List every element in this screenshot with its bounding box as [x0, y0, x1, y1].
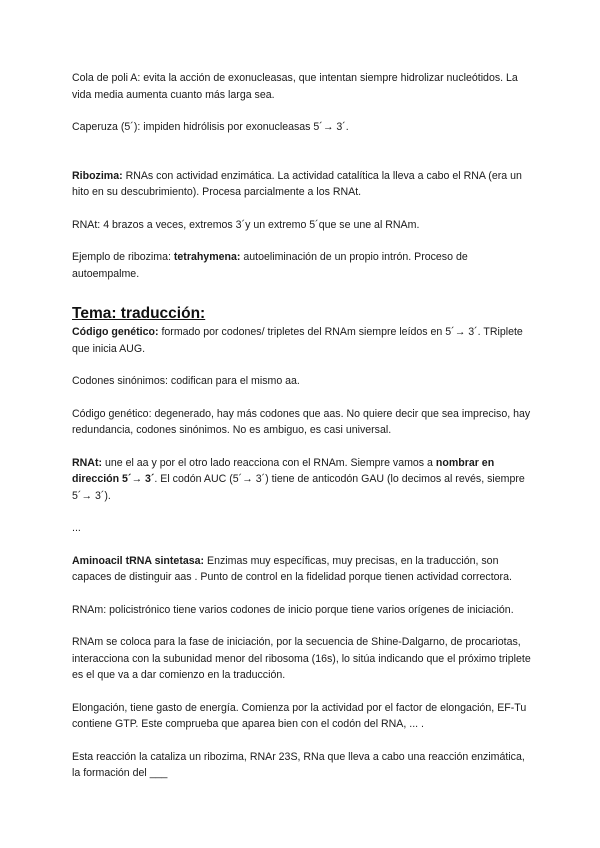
- paragraph-poly-a-tail: Cola de poli A: evita la acción de exonucleasas, que intentan siempre hidrolizar nucleótidos. La vida media aumenta cuanto más larga sea.: [72, 72, 518, 101]
- section-heading: Tema: traducción:: [72, 305, 206, 322]
- paragraph-genetic-code-text: formado por codones/ tripletes del RNAm siempre leídos en 5´→ 3´. TRiplete que inicia AUG.: [72, 326, 523, 355]
- paragraph-trna-direction-text-b: . El codón AUC (5´→ 3´) tiene de anticodón GAU (lo decimos al revés, siempre 5´→ 3´).: [72, 473, 525, 502]
- term-ribozima: Ribozima:: [72, 169, 123, 182]
- document-body: [72, 70, 532, 782]
- paragraph-ribozyme-reaction: Esta reacción la cataliza un ribozima, RNAr 23S, RNa que lleva a cabo una reacción enzimática, la formación del ___: [72, 750, 525, 779]
- paragraph-synonym-codons: Codones sinónimos: codifican para el mismo aa.: [72, 375, 300, 387]
- paragraph-ribozyme-example-text: autoeliminación de un propio intrón. Proceso de autoempalme.: [72, 251, 468, 280]
- paragraph-trna-direction: [72, 455, 532, 505]
- paragraph-trna-arms: RNAt: 4 brazos a veces, extremos 3´y un extremo 5´que se une al RNAm.: [72, 218, 420, 231]
- paragraph-aminoacyl-trna-text: Enzimas muy específicas, muy precisas, en la traducción, son capaces de distinguir aas . Punto de control en la fidelidad porque tienen actividad correctora.: [72, 554, 512, 583]
- paragraph-cap: Caperuza (5´): impiden hidrólisis por exonucleasas 5´→ 3´.: [72, 121, 349, 133]
- paragraph-polycistronic: RNAm: policistrónico tiene varios codones de inicio porque tiene varios orígenes de iniciación.: [72, 603, 514, 616]
- paragraph-genetic-code: [72, 324, 532, 357]
- term-aminoacil-trna-sintetasa: Aminoacil tRNA sintetasa:: [72, 554, 205, 567]
- paragraph-ribozyme: [72, 168, 532, 201]
- paragraph-ribozyme-text: RNAs con actividad enzimática. La actividad catalítica la lleva a cabo el RNA (era un hito en su descubrimiento). Procesa parcialmente a los RNAt.: [72, 169, 522, 198]
- paragraph-initiation: RNAm se coloca para la fase de iniciación, por la secuencia de Shine-Dalgarno, de procariotas, interacciona con la subunidad menor del ribosoma (16s), lo sitúa indicando que el próximo triplete es el que va a dar comienzo en la traducción.: [72, 636, 531, 681]
- paragraph-aminoacyl-trna: [72, 553, 532, 586]
- paragraph-ribozyme-example: [72, 249, 532, 282]
- paragraph-degenerate-code: Código genético: degenerado, hay más codones que aas. No quiere decir que sea impreciso, hay redundancia, codones sinónimos. No es ambiguo, es casi universal.: [72, 407, 531, 436]
- term-nombrar-direccion: nombrar en dirección 5´→ 3´: [72, 456, 495, 485]
- term-tetrahymena: tetrahymena:: [173, 251, 241, 263]
- paragraph-ellipsis: ...: [72, 522, 81, 534]
- paragraph-ribozyme-example-intro: Ejemplo de ribozima:: [72, 251, 174, 263]
- paragraph-elongation: Elongación, tiene gasto de energía. Comienza por la actividad por el factor de elongación, EF-Tu contiene GTP. Este comprueba que aparea bien con el codón del RNA, ... .: [72, 701, 527, 730]
- term-rnat: RNAt:: [72, 456, 103, 469]
- term-codigo-genetico: Código genético:: [72, 326, 159, 338]
- paragraph-trna-direction-text-a: une el aa y por el otro lado reacciona con el RNAm. Siempre vamos a: [102, 456, 436, 469]
